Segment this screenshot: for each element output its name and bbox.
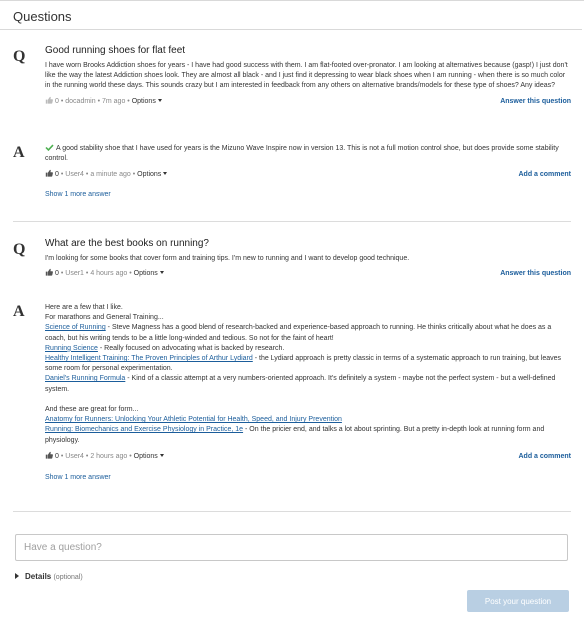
- section-title: Questions: [13, 9, 72, 24]
- book-item: [45, 354, 571, 374]
- book-link[interactable]: Daniel's Running Formula: [45, 375, 126, 383]
- caret-down-icon: [158, 99, 162, 102]
- book-item: [45, 425, 571, 445]
- question-meta: 0 • User1 • 4 hours ago • Options Answer this question: [45, 268, 571, 280]
- book-link[interactable]: Anatomy for Runners: Unlocking Your Athletic Potential for Health, Speed, and Injury Prevention: [45, 416, 342, 424]
- checkmark-icon: [45, 144, 54, 151]
- answer-subheading: And these are great for form...: [45, 406, 139, 414]
- author-name[interactable]: User4: [65, 171, 84, 179]
- book-description: - Really focused on advocating what is backed by research.: [97, 344, 285, 352]
- answer-letter: A: [13, 303, 25, 320]
- answer-body: [45, 303, 571, 446]
- caret-down-icon: [163, 172, 167, 175]
- add-comment-link[interactable]: Add a comment: [518, 171, 571, 179]
- question-title[interactable]: What are the best books on running?: [45, 238, 209, 249]
- answer-meta: 0 • User4 • a minute ago • Options Add a comment: [45, 169, 571, 181]
- author-name[interactable]: User4: [65, 452, 84, 460]
- options-menu[interactable]: [132, 98, 162, 105]
- options-label: Options: [133, 270, 158, 278]
- answer-text: A good stability shoe that I have used for years is the Mizuno Wave Inspire now in version 13. This is not a full motion control shoe, but does provide some stability control.: [45, 145, 559, 163]
- book-link[interactable]: Science of Running: [45, 324, 106, 332]
- thumbs-up-icon[interactable]: [45, 96, 53, 104]
- book-link[interactable]: Running Science: [45, 344, 98, 352]
- book-description: - Steve Magness has a good blend of research-backed and experience-based approach to running. He thinks critically about what he does as a coach, but his writing tends to be a little long-winded and tedious. So not for the faint of heart!: [45, 324, 552, 342]
- question-meta: 0 • docadmin • 7m ago • Options Answer this question: [45, 96, 571, 108]
- details-label: Details: [25, 572, 52, 581]
- vote-count: 0: [55, 270, 59, 278]
- vote-count: 0: [55, 452, 59, 460]
- add-comment-link[interactable]: Add a comment: [518, 452, 571, 460]
- post-time: 2 hours ago: [90, 452, 128, 460]
- question-title[interactable]: Good running shoes for flat feet: [45, 45, 186, 56]
- post-question-button[interactable]: Post your question: [467, 590, 569, 612]
- options-label: Options: [133, 452, 158, 460]
- question-letter: Q: [13, 241, 26, 258]
- question-letter: Q: [13, 48, 26, 65]
- question-content: [45, 238, 571, 280]
- show-more-answers-link[interactable]: Show 1 more answer: [45, 191, 111, 199]
- book-link[interactable]: Healthy Intelligent Training: The Proven Principles of Arthur Lydiard: [45, 355, 253, 363]
- post-time: a minute ago: [90, 171, 131, 179]
- question-content: [45, 45, 571, 108]
- show-more-answers-link[interactable]: Show 1 more answer: [45, 473, 111, 481]
- details-optional: (optional): [53, 574, 83, 581]
- book-link[interactable]: Running: Biomechanics and Exercise Physiology in Practice, 1e: [45, 426, 244, 434]
- book-item: [45, 344, 571, 354]
- vote-count: 0: [55, 97, 59, 105]
- options-menu[interactable]: [134, 270, 164, 277]
- author-name[interactable]: User1: [65, 270, 84, 278]
- triangle-right-icon: [15, 573, 19, 579]
- author-name[interactable]: docadmin: [65, 97, 96, 105]
- answer-body: [45, 144, 571, 164]
- answer-intro: Here are a few that I like.: [45, 304, 123, 311]
- answer-question-link[interactable]: Answer this question: [500, 97, 571, 105]
- book-item: [45, 374, 571, 394]
- spacer: [45, 395, 571, 405]
- question-body: I have worn Brooks Addiction shoes for years - I have had good success with them. I am flat-footed over-pronator. I am looking at alternatives because (gasp!) I just don't like the way the latest Addiction shoes look. They are almost all black - and I just find it depressing to wear black shoes when I am running - when there is so much color in the running world these days. This sounds crazy but I am interested in feedback from any others on alternative brands/models for these type of shoes? Any ideas?: [45, 62, 568, 90]
- options-label: Options: [131, 97, 156, 105]
- thread-divider: [13, 511, 571, 512]
- book-item: [45, 323, 571, 343]
- thumbs-up-icon[interactable]: [45, 169, 53, 177]
- answer-letter: A: [13, 144, 25, 161]
- options-menu[interactable]: [137, 171, 167, 178]
- caret-down-icon: [160, 454, 164, 457]
- thumbs-up-icon[interactable]: [45, 451, 53, 459]
- options-label: Options: [137, 171, 162, 179]
- book-description: - the Lydiard approach is pretty classic in terms of a systematic approach to run training, but leaves some room for personal experimentation.: [45, 355, 562, 373]
- thread-divider: [13, 221, 571, 222]
- section-header: [0, 1, 582, 30]
- thumbs-up-icon[interactable]: [45, 268, 53, 276]
- post-time: 7m ago: [101, 97, 126, 105]
- caret-down-icon: [160, 271, 164, 274]
- options-menu[interactable]: [134, 453, 164, 460]
- details-toggle[interactable]: [15, 572, 83, 581]
- answer-content: [45, 303, 571, 481]
- answer-meta: 0 • User4 • 2 hours ago • Options Add a comment: [45, 451, 571, 463]
- post-time: 4 hours ago: [90, 270, 128, 278]
- answer-content: [45, 144, 571, 198]
- book-item: [45, 415, 571, 425]
- vote-count: 0: [55, 171, 59, 179]
- question-body: I'm looking for some books that cover form and training tips. I'm new to running and I want to develop good technique.: [45, 255, 410, 262]
- book-description: - Kind of a classic attempt at a very numbers-oriented approach. It's definitely a system - maybe not the perfect system - but a well-defined system.: [45, 375, 556, 393]
- answer-subheading: For marathons and General Training...: [45, 314, 164, 322]
- answer-question-link[interactable]: Answer this question: [500, 270, 571, 278]
- book-description: - On the pricier end, and talks a lot about sprinting. But a pretty in-depth look at running form and physiology.: [45, 426, 545, 444]
- ask-question-input[interactable]: [15, 534, 568, 561]
